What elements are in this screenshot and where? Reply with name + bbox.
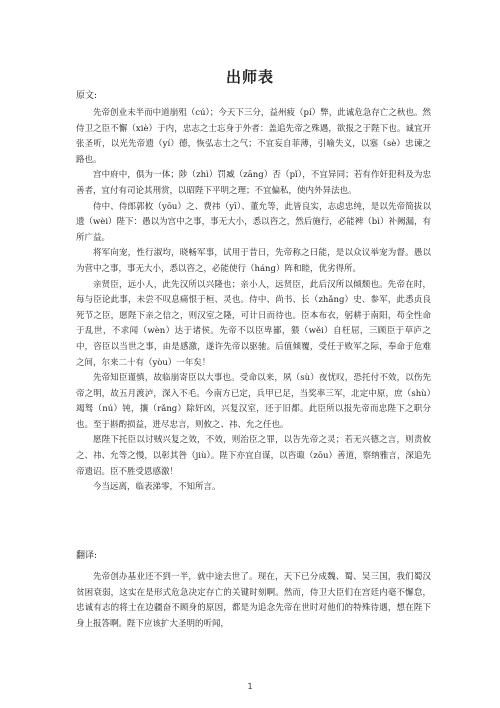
original-paragraph: 今当远离，临表涕零，不知所言。 bbox=[93, 482, 221, 493]
translation-paragraph: 先帝创办基业还不到一半，就中途去世了。现在，天下已分成魏、蜀、吴三国，我们蜀汉贫困衰弱，这实在是形式危急决定存亡的关键时刻啊。然而，侍卫大臣们在宫廷内毫不懈怠，忠诚有志的将士在边疆奋不顾身的原因，都是为追念先帝在世时对他们的特殊待遇，想在陛下身上报答啊。陛下应该扩大圣明的听闻， bbox=[76, 572, 431, 629]
original-paragraph: 宫中府中，俱为一体；陟（zhì）罚臧（zāng）否（pǐ），不宜异同；若有作奸犯科及为忠善者，宜付有司论其刑赏，以昭陛下平明之理；不宜偏私，使内外异法也。 bbox=[76, 170, 431, 196]
original-paragraph: 先帝知臣谨慎，故临崩寄臣以大事也。受命以来，夙（sù）夜忧叹，恐托付不效，以伤先帝之明，故五月渡泸，深入不毛。今南方已定，兵甲已足，当奖率三军，北定中原，庶（shù）竭驽（nú）钝，攘（rǎng）除奸凶，兴复汉室，还于旧都。此臣所以报先帝而忠陛下之职分也。至于斟酌损益，进尽忠言，则攸之、祎、允之任也。 bbox=[76, 373, 431, 430]
document-title: 出师表 bbox=[225, 68, 274, 86]
original-paragraph: 愿陛下托臣以讨贼兴复之效，不效，则治臣之罪，以告先帝之灵；若无兴德之言，则责攸之、祎、允等之慢，以彰其咎（jiù）。陛下亦宜自谋，以咨诹（zōu）善道，察纳雅言，深追先帝遗诏。臣不胜受恩感激！ bbox=[76, 435, 431, 477]
page-number: 1 bbox=[247, 682, 253, 691]
original-paragraph: 亲贤臣，远小人，此先汉所以兴隆也；亲小人，远贤臣，此后汉所以倾颓也。先帝在时，每与臣论此事，未尝不叹息痛恨于桓、灵也。侍中、尚书、长（zhǎng）史、参军，此悉贞良死节之臣，愿陛下亲之信之，则汉室之隆，可计日而待也。臣本布衣，躬耕于南阳，苟全性命于乱世，不求闻（wèn）达于诸侯。先帝不以臣卑鄙，猥（wěi）自枉屈，三顾臣于草庐之中，咨臣以当世之事，由是感激，遂许先帝以驱驰。后值倾覆，受任于败军之际，奉命于危难之间，尔来二十有（yòu）一年矣！ bbox=[76, 279, 431, 368]
original-text-label: 原文: bbox=[76, 91, 98, 101]
original-paragraph: 先帝创业未半而中道崩殂（cú）；今天下三分，益州疲（pí）弊，此诚危急存亡之秋也。然侍卫之臣不懈（xiè）于内，忠志之士忘身于外者：盖追先帝之殊遇，欲报之于陛下也。诚宜开张圣听，以光先帝遗（yí）德，恢弘志士之气；不宜妄自菲薄，引喻失义，以塞（sè）忠谏之路也。 bbox=[76, 108, 431, 165]
original-paragraph: 侍中、侍郎郭攸（yōu）之、费祎（yī）、董允等，此皆良实，志虑忠纯，是以先帝简拔以遗（wèi）陛下：愚以为宫中之事，事无大小，悉以咨之，然后施行，必能裨（bì）补阙漏，有所广益。 bbox=[76, 201, 431, 243]
original-paragraph: 将军向宠，性行淑均，晓畅军事，试用于昔日，先帝称之曰能，是以众议举宠为督。愚以为营中之事，事无大小，悉以咨之，必能使行（háng）阵和睦，优劣得所。 bbox=[76, 248, 431, 274]
translation-body bbox=[76, 570, 431, 632]
translation-label: 翻译: bbox=[76, 551, 98, 561]
original-text-body bbox=[76, 106, 431, 496]
